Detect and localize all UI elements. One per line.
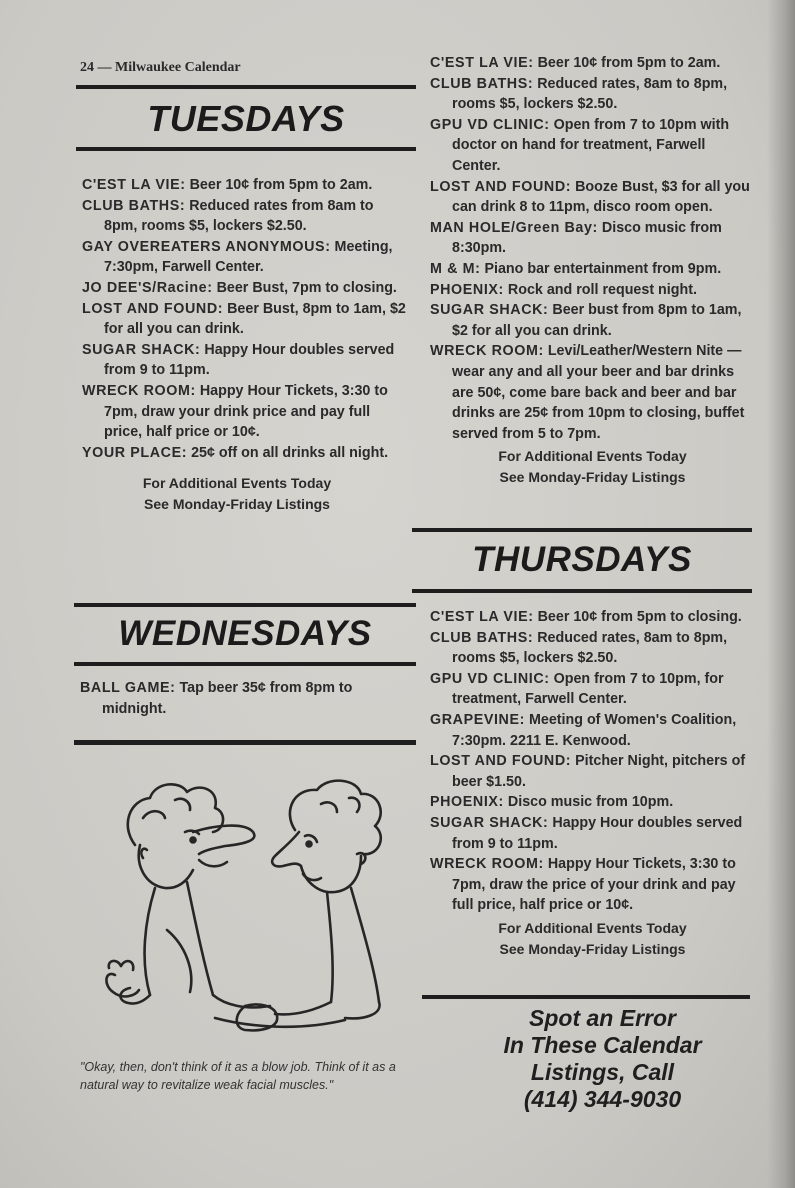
cartoon-caption: "Okay, then, don't think of it as a blow job. Think of it as a natural way to revitalize weak facial muscles." [80,1060,396,1092]
listing-entry [430,628,755,669]
listing-details: Levi/Leather/Western Nite —wear any and all your beer and bar drinks are 50¢, come bare back and beer and bar drinks are 25¢ from 10pm to closing, buffet served from 5 to 7pm. [452,343,745,442]
listing-entry [430,53,755,74]
listing-details: Open from 7 to 10pm, for treatment, Farwell Center. [452,670,724,708]
listing-entry [82,278,407,299]
listing-entry [430,792,755,813]
promo-phone: (414) 344-9030 [523,1086,682,1112]
wednesdays-title: WEDNESDAYS [118,614,372,653]
listing-entry [430,280,755,301]
venue-name: JO DEE'S/Racine: [82,279,213,296]
page-header: 24 — Milwaukee Calendar [80,60,241,75]
venue-name: LOST AND FOUND: [430,178,572,195]
venue-name: M & M: [430,260,481,277]
venue-name: C'EST LA VIE: [430,55,534,71]
listing-details: Booze Bust, $3 for all you can drink 8 to 11pm, disco room open. [452,178,750,216]
listing-details: Reduced rates from 8am to 8pm, rooms $5, lockers $2.50. [104,197,374,235]
venue-name: MAN HOLE/Green Bay: [430,219,598,236]
venue-name: SUGAR SHACK: [82,341,201,358]
thursdays-title: THURSDAYS [472,540,692,579]
listing-details: Beer 10¢ from 5pm to 2am. [537,55,721,71]
venue-name: YOUR PLACE: [82,444,188,461]
listing-details: Disco music from 10pm. [507,794,674,811]
thursdays-entry-list [430,607,755,916]
venue-name: SUGAR SHACK: [430,302,549,319]
listing-details: Pitcher Night, pitchers of beer $1.50. [452,753,746,790]
thursdays-note [430,918,755,960]
tuesdays-note [67,473,407,515]
listing-details: 25¢ off on all drinks all night. [191,444,389,461]
listing-details: Happy Hour Tickets, 3:30 to 7pm, draw the price of your drink and pay full price, half price or 10¢. [452,856,736,914]
venue-name: GRAPEVINE: [430,711,525,728]
listing-entry [430,218,755,259]
venue-name: CLUB BATHS: [430,629,534,646]
venue-name: CLUB BATHS: [430,75,534,92]
wednesdays-top-rule [74,603,416,607]
listing-entry [430,300,755,341]
promo-top-rule [422,995,750,999]
listing-entry [430,854,755,916]
error-report-promo [460,1005,745,1113]
venue-name: LOST AND FOUND: [430,753,572,770]
wednesdays-note-line2: See Monday-Friday Listings [499,469,686,486]
listing-entry [82,340,407,381]
wednesdays-continued-listings [430,53,755,488]
listing-entry [430,115,755,177]
listing-entry [430,177,755,218]
tuesdays-title: TUESDAYS [147,98,345,139]
wednesdays-note-line1: For Additional Events Today [498,448,687,465]
listing-entry [82,299,407,340]
venue-name: BALL GAME: [80,680,176,696]
venue-name: GPU VD CLINIC: [430,116,550,133]
tuesdays-entry-list [82,175,407,463]
listing-entry [430,751,755,792]
venue-name: GPU VD CLINIC: [430,670,550,687]
listing-details: Open from 7 to 10pm with doctor on hand for treatment, Farwell Center. [452,116,730,174]
wednesdays-continued-entry-list [430,53,755,444]
venue-name: GAY OVEREATERS ANONYMOUS: [82,238,331,255]
wednesdays-note [430,446,755,488]
thursdays-note-line2: See Monday-Friday Listings [499,940,686,957]
listing-entry [80,678,405,719]
listing-entry [430,259,755,280]
cartoon-top-rule [74,740,416,745]
listing-entry [82,381,407,443]
listing-entry [82,443,407,464]
thursdays-note-line1: For Additional Events Today [498,919,687,936]
listing-entry [430,710,755,751]
listing-entry [430,74,755,115]
listing-details: Meeting of Women's Coalition, 7:30pm. 2211 E. Kenwood. [452,711,737,749]
venue-name: PHOENIX: [430,281,504,298]
listing-details: Piano bar entertainment from 9pm. [484,260,722,277]
tuesdays-listings [82,175,407,515]
venue-name: WRECK ROOM: [82,382,196,399]
listing-details: Happy Hour doubles served from 9 to 11pm. [104,341,395,379]
cartoon-illustration [95,770,415,1050]
listing-details: Beer Bust, 8pm to 1am, $2 for all you can drink. [104,300,406,338]
listing-entry [82,196,407,237]
venue-name: WRECK ROOM: [430,856,544,873]
listing-details: Beer 10¢ from 5pm to closing. [537,609,742,625]
listing-details: Beer Bust, 7pm to closing. [216,279,397,296]
wednesdays-listings [80,678,405,719]
wednesdays-bottom-rule [74,662,416,666]
listing-details: Beer 10¢ from 5pm to 2am. [189,177,373,193]
thursdays-top-rule [412,528,752,532]
promo-line1: Spot an Error [529,1005,676,1031]
listing-entry [430,813,755,854]
listing-details: Rock and roll request night. [507,281,697,298]
listing-entry [430,607,755,628]
venue-name: WRECK ROOM: [430,343,544,360]
promo-line3: Listings, Call [530,1059,675,1085]
listing-entry [82,175,407,196]
listing-details: Tap beer 35¢ from 8pm to midnight. [102,680,353,717]
listing-entry [82,237,407,278]
tuesdays-bottom-rule [76,147,416,151]
listing-details: Happy Hour doubles served from 9 to 11pm. [452,814,743,852]
thursdays-listings [430,607,755,960]
tuesdays-note-line1: For Additional Events Today [142,475,332,492]
venue-name: PHOENIX: [430,794,504,811]
venue-name: C'EST LA VIE: [82,177,186,193]
listing-details: Reduced rates, 8am to 8pm, rooms $5, lockers $2.50. [452,75,728,113]
listing-details: Happy Hour Tickets, 3:30 to 7pm, draw your drink price and pay full price, half price or 10¢. [104,382,388,441]
promo-line2: In These Calendar [503,1032,702,1058]
venue-name: CLUB BATHS: [82,197,186,214]
listing-entry [430,341,755,444]
venue-name: C'EST LA VIE: [430,609,534,625]
venue-name: SUGAR SHACK: [430,814,549,831]
listing-entry [430,669,755,710]
wednesdays-entry-list [80,678,405,719]
listing-details: Disco music from 8:30pm. [452,219,722,257]
listing-details: Meeting, 7:30pm, Farwell Center. [104,238,393,276]
venue-name: LOST AND FOUND: [82,300,224,317]
page-edge-shadow [767,0,795,1188]
thursdays-bottom-rule [412,589,752,593]
listing-details: Reduced rates, 8am to 8pm, rooms $5, lockers $2.50. [452,629,728,667]
tuesdays-note-line2: See Monday-Friday Listings [144,496,330,513]
listing-details: Beer bust from 8pm to 1am, $2 for all you can drink. [452,302,742,339]
tuesdays-top-rule [76,85,416,89]
